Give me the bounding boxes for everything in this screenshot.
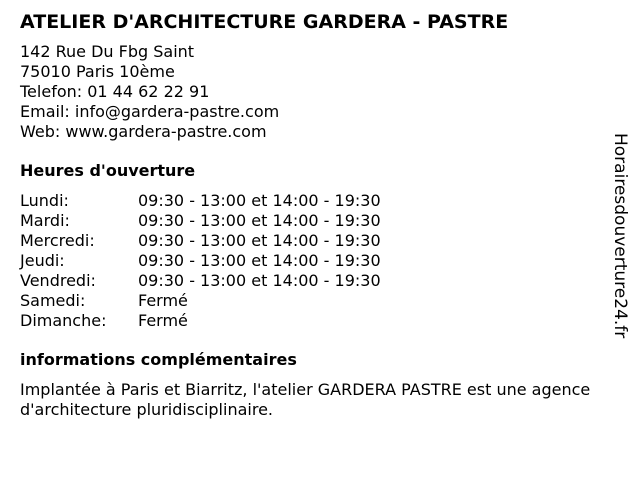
hours-row-sunday	[20, 311, 600, 331]
address-city: 75010 Paris 10ème	[20, 62, 175, 81]
business-name: ATELIER D'ARCHITECTURE GARDERA - PASTRE	[20, 11, 509, 33]
hours-day-label: Mercredi:	[20, 231, 95, 250]
additional-info-text: Implantée à Paris et Biarritz, l'atelier GARDERA PASTRE est une agence d'architecture pluridisciplinaire.	[20, 380, 591, 419]
address-block	[20, 42, 600, 142]
site-watermark: Horairesdouverture24.fr	[610, 133, 630, 339]
hours-time: 09:30 - 13:00 et 14:00 - 19:30	[138, 191, 381, 210]
email-address: Email: info@gardera-pastre.com	[20, 102, 280, 121]
hours-row-friday	[20, 271, 600, 291]
hours-day-label: Jeudi:	[20, 251, 65, 270]
phone-number: Telefon: 01 44 62 22 91	[20, 82, 210, 101]
hours-time: Fermé	[138, 311, 188, 330]
hours-row-saturday	[20, 291, 600, 311]
hours-time: 09:30 - 13:00 et 14:00 - 19:30	[138, 231, 381, 250]
opening-hours-table	[20, 191, 600, 331]
hours-day-label: Lundi:	[20, 191, 69, 210]
business-card	[20, 10, 600, 420]
hours-day-label: Mardi:	[20, 211, 70, 230]
website-address: Web: www.gardera-pastre.com	[20, 122, 267, 141]
hours-time: 09:30 - 13:00 et 14:00 - 19:30	[138, 251, 381, 270]
hours-row-monday	[20, 191, 600, 211]
hours-row-tuesday	[20, 211, 600, 231]
hours-time: 09:30 - 13:00 et 14:00 - 19:30	[138, 271, 381, 290]
opening-hours-heading: Heures d'ouverture	[20, 161, 196, 180]
hours-day-label: Vendredi:	[20, 271, 96, 290]
address-street: 142 Rue Du Fbg Saint	[20, 42, 195, 61]
hours-time: 09:30 - 13:00 et 14:00 - 19:30	[138, 211, 381, 230]
hours-row-thursday	[20, 251, 600, 271]
hours-day-label: Samedi:	[20, 291, 86, 310]
additional-info-heading: informations complémentaires	[20, 350, 297, 369]
hours-day-label: Dimanche:	[20, 311, 107, 330]
hours-row-wednesday	[20, 231, 600, 251]
hours-time: Fermé	[138, 291, 188, 310]
